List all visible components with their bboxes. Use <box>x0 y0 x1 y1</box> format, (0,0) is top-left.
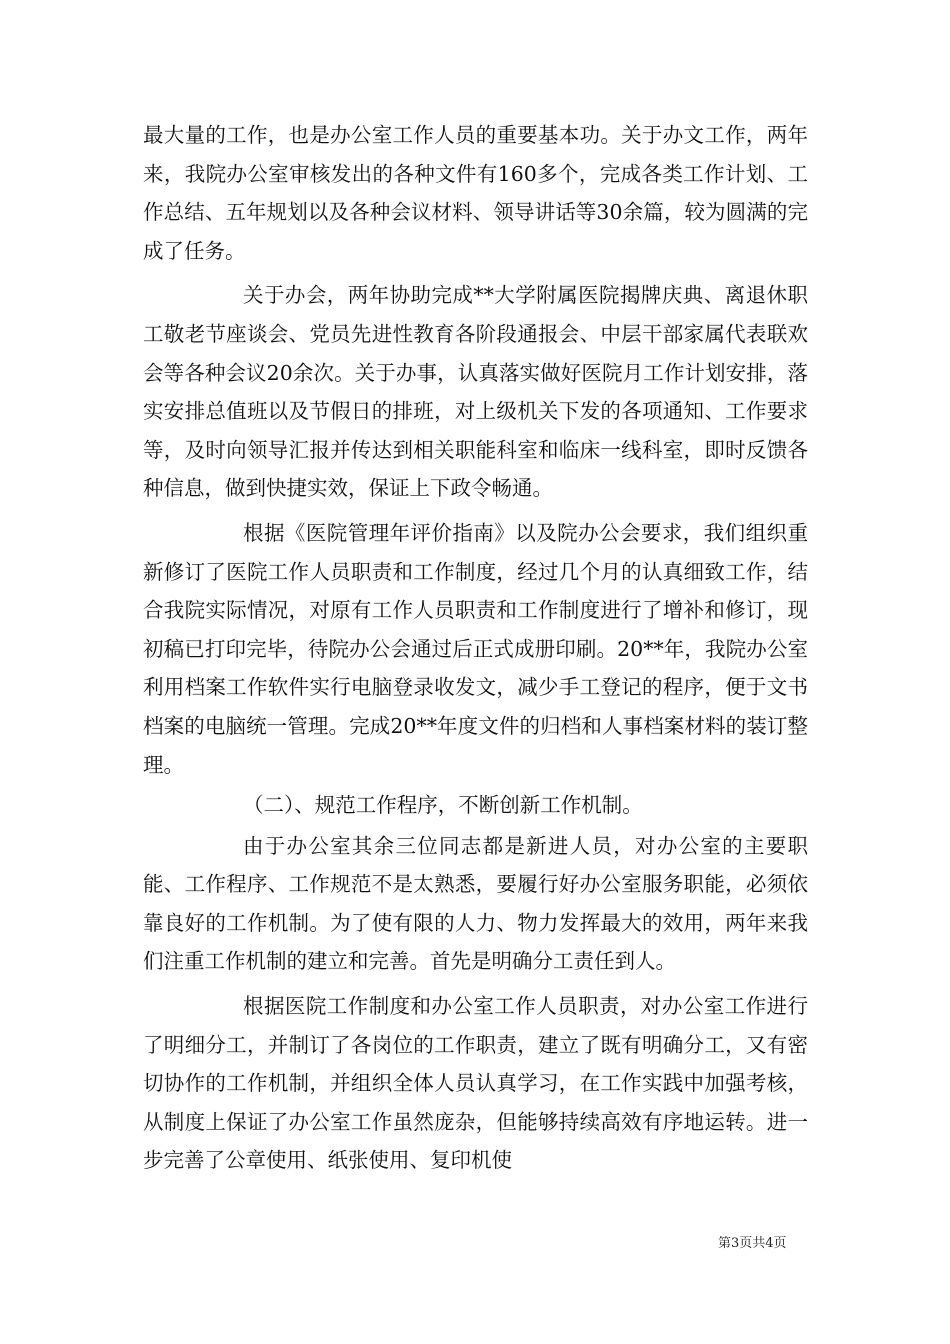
paragraph-work-mechanism: 由于办公室其余三位同志都是新进人员，对办公室的主要职能、工作程序、工作规范不是太熟悉，要履行好办公室服务职能，必须依靠良好的工作机制。为了使有限的人力、物力发挥最大的效用，两年来我们注重工作机制的建立和完善。首先是明确分工责任到人。 <box>143 833 808 974</box>
paragraph-office-documents: 最大量的工作，也是办公室工作人员的重要基本功。关于办文工作，两年来，我院办公室审核发出的各种文件有160多个，完成各类工作计划、工作总结、五年规划以及各种会议材料、领导讲话等30余篇，较为圆满的完成了任务。 <box>143 123 808 263</box>
paragraph-regulations-revision: 根据《医院管理年评价指南》以及院办公会要求，我们组织重新修订了医院工作人员职责和工作制度，经过几个月的认真细致工作，结合我院实际情况，对原有工作人员职责和工作制度进行了增补和修订，现初稿已打印完毕，待院办公会通过后正式成册印刷。20**年，我院办公室利用档案工作软件实行电脑登录收发文，减少手工登记的程序，便于文书档案的电脑统一管理。完成20**年度文件的归档和人事档案材料的装订整理。 <box>143 520 808 777</box>
paragraph-meetings-affairs: 关于办会，两年协助完成**大学附属医院揭牌庆典、离退休职工敬老节座谈会、党员先进性教育各阶段通报会、中层干部家属代表联欢会等各种会议20余次。关于办事，认真落实做好医院月工作计划安排，落实安排总值班以及节假日的排班，对上级机关下发的各项通知、工作要求等，及时向领导汇报并传达到相关职能科室和临床一线科室，即时反馈各种信息，做到快捷实效，保证上下政令畅通。 <box>143 283 808 501</box>
paragraph-division-of-labor: 根据医院工作制度和办公室工作人员职责，对办公室工作进行了明细分工，并制订了各岗位的工作职责，建立了既有明确分工，又有密切协作的工作机制，并组织全体人员认真学习，在工作实践中加强考核，从制度上保证了办公室工作虽然庞杂，但能够持续高效有序地运转。进一步完善了公章使用、纸张使用、复印机使 <box>143 994 808 1173</box>
section-heading-work-procedure: （二）、规范工作程序，不断创新工作机制。 <box>243 793 643 818</box>
page-number-footer: 第3页共4页 <box>718 1236 787 1251</box>
document-body <box>143 116 808 1180</box>
